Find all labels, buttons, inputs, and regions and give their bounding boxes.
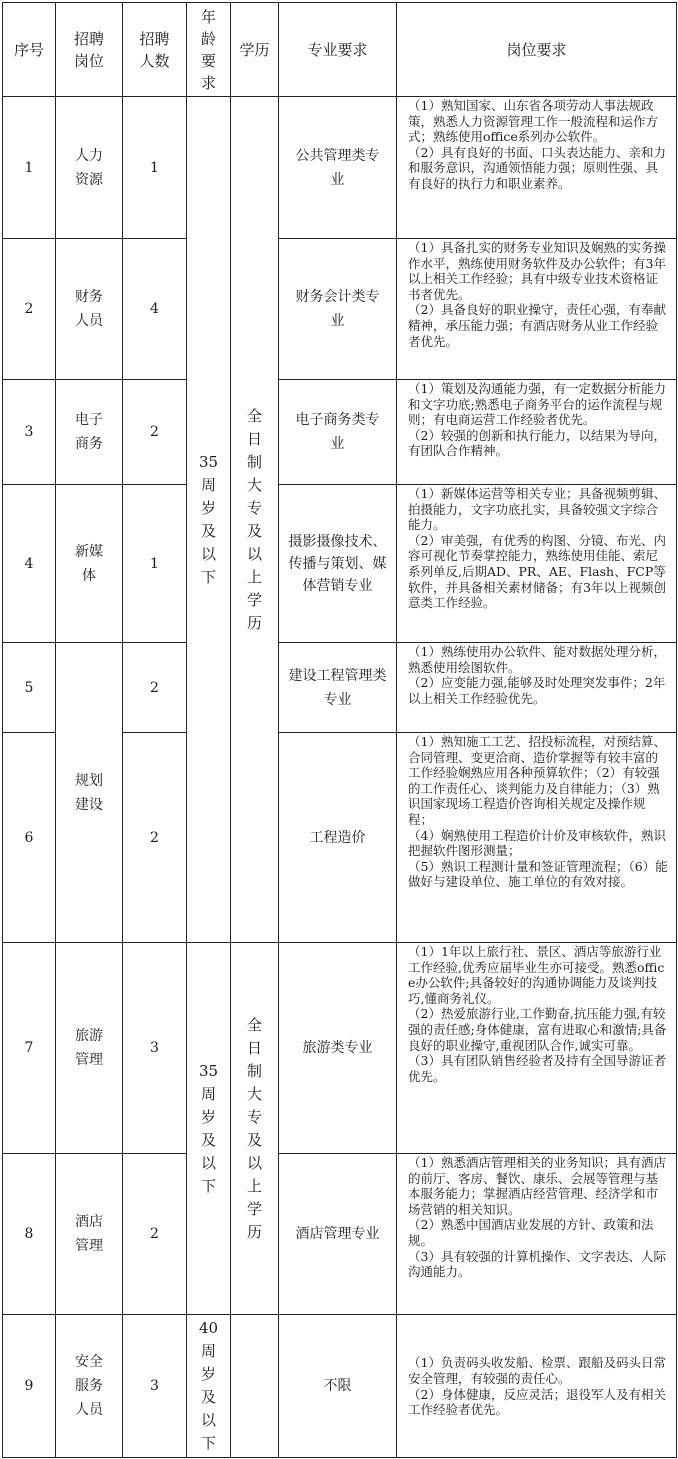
requirement-item: （2）审美强，有优秀的构图、分镜、布光、内容可视化节奏掌控能力，熟练使用佳能、索尼系列单反,后期AD、PR、AE、Flash、FCP等软件，并具备相关素材储备；有3年以上视频创意类工作经验。	[408, 532, 666, 611]
cell-no: 5	[3, 643, 56, 733]
cell-position: 电子商务	[56, 380, 123, 485]
requirement-item: （2）熟悉中国酒店业发展的方针、政策和法规。	[408, 1217, 654, 1248]
cell-count: 2	[123, 1154, 187, 1315]
cell-major: 旅游类专业	[279, 943, 397, 1154]
cell-count: 1	[123, 485, 187, 643]
table-row	[3, 485, 677, 643]
cell-position-merged: 规划建设	[56, 643, 123, 943]
requirement-item: （3）具有较强的计算机操作、文字表达、人际沟通能力。	[408, 1248, 666, 1280]
cell-count: 2	[123, 643, 187, 733]
cell-major: 财务会计类专业	[279, 239, 397, 380]
cell-position: 旅游管理	[56, 943, 123, 1154]
table-row	[3, 1315, 677, 1458]
requirement-item: （2）热爱旅游行业,工作勤奋,抗压能力强,有较强的责任感;身体健康，富有进取心和激情;具备良好的职业操守,重视团队合作,诚实可靠。	[408, 1006, 667, 1053]
requirement-item: （1）负责码头收发船、检票、跟船及码头日常安全管理，有较强的责任心。	[408, 1355, 666, 1386]
cell-education-group: 全日制大专及以上学历	[231, 97, 279, 943]
header-position: 招聘岗位	[56, 3, 123, 97]
cell-age-group: 40周岁及以下	[187, 1315, 231, 1458]
cell-major: 建设工程管理类专业	[279, 643, 397, 733]
cell-position: 酒店管理	[56, 1154, 123, 1315]
cell-no: 4	[3, 485, 56, 643]
cell-major: 公共管理类专业	[279, 97, 397, 239]
cell-no: 6	[3, 733, 56, 943]
cell-count: 2	[123, 380, 187, 485]
table-row	[3, 97, 677, 239]
header-major: 专业要求	[279, 3, 397, 97]
requirement-item: （4）娴熟使用工程造价计价及审核软件，熟识把握软件图形测量；	[408, 827, 666, 859]
requirement-item: （1）熟悉酒店管理相关的业务知识；具有酒店的前厅、客房、餐饮、康乐、会展等管理与基本服务能力；掌握酒店经营管理、经济学和市场营销的相关知识。	[408, 1155, 666, 1217]
header-no: 序号	[3, 3, 56, 97]
cell-count: 1	[123, 97, 187, 239]
cell-position: 人力资源	[56, 97, 123, 239]
requirement-item: （1）策划及沟通能力强，有一定数据分析能力和文字功底;熟悉电子商务平台的运作流程与规则；有电商运营工作经验者优先。	[408, 381, 666, 428]
cell-requirements	[397, 643, 677, 733]
requirement-item: （2）具有良好的书面、口头表达能力、亲和力和服务意识，沟通领悟能力强；原则性强、具有良好的执行力和职业素养。	[408, 144, 666, 191]
table-row	[3, 643, 677, 733]
table-row	[3, 943, 677, 1154]
cell-count: 3	[123, 1315, 187, 1458]
requirement-item: （3）具有团队销售经验者及持有全国导游证者优先。	[408, 1053, 666, 1084]
cell-requirements	[397, 97, 677, 239]
requirement-item: （2）身体健康，反应灵活；退役军人及有相关工作经验者优先。	[408, 1386, 666, 1418]
cell-requirements	[397, 1315, 677, 1458]
recruitment-table	[2, 2, 677, 1458]
cell-count: 3	[123, 943, 187, 1154]
cell-count: 4	[123, 239, 187, 380]
cell-no: 1	[3, 97, 56, 239]
cell-position: 新媒体	[56, 485, 123, 643]
header-education: 学历	[231, 3, 279, 97]
table-row	[3, 380, 677, 485]
cell-requirements	[397, 380, 677, 485]
cell-requirements	[397, 239, 677, 380]
cell-major: 摄影摄像技术、传播与策划、媒体营销专业	[279, 485, 397, 643]
requirement-item: （1）1年以上旅行社、景区、酒店等旅游行业工作经验,优秀应届毕业生亦可接受。熟悉office办公软件;具备较好的沟通协调能力及谈判技巧,懂商务礼仪。	[408, 944, 665, 1006]
cell-major: 酒店管理专业	[279, 1154, 397, 1315]
cell-requirements	[397, 733, 677, 943]
cell-no: 3	[3, 380, 56, 485]
requirement-item: （1）熟知国家、山东省各项劳动人事法规政策，熟悉人力资源管理工作一般流程和运作方式；熟练使用office系列办公软件。	[408, 98, 659, 145]
requirement-item: （5）熟识工程测计量和签证管理流程；（6）能做好与建设单位、施工单位的有效对接。	[408, 858, 668, 890]
cell-count: 2	[123, 733, 187, 943]
cell-requirements	[397, 943, 677, 1154]
header-age: 年龄要求	[187, 3, 231, 97]
requirement-item: （1）具备扎实的财务专业知识及娴熟的实务操作水平，熟练使用财务软件及办公软件；有3年以上相关工作经验；具有中级专业技术资格证书者优先。	[408, 240, 666, 302]
cell-no: 9	[3, 1315, 56, 1458]
cell-major: 不限	[279, 1315, 397, 1458]
header-requirements: 岗位要求	[397, 3, 677, 97]
cell-position: 财务人员	[56, 239, 123, 380]
cell-position: 安全服务人员	[56, 1315, 123, 1458]
cell-major: 工程造价	[279, 733, 397, 943]
cell-no: 8	[3, 1154, 56, 1315]
cell-requirements	[397, 1154, 677, 1315]
cell-education-empty	[231, 1315, 279, 1458]
requirement-item: （1）熟练使用办公软件、能对数据处理分析，熟悉使用绘图软件。	[408, 644, 666, 675]
cell-no: 7	[3, 943, 56, 1154]
requirement-item: （1）熟知施工工艺、招投标流程，对预结算、合同管理、变更洽商、造价掌握等有较丰富的工作经验娴熟应用各种预算软件；（2）有较强的工作责任心、谈判能力及自律能力；（3）熟识国家现场工程造价咨询相关规定及操作规程；	[408, 734, 666, 827]
cell-requirements	[397, 485, 677, 643]
requirement-item: （1）新媒体运营等相关专业；具备视频剪辑、拍摄能力，文字功底扎实，具备较强文字综合能力。	[408, 486, 666, 533]
cell-age-group: 35周岁及以下	[187, 943, 231, 1315]
requirement-item: （2）较强的创新和执行能力，以结果为导向，有团队合作精神。	[408, 427, 666, 459]
table-row	[3, 239, 677, 380]
requirement-item: （2）具备良好的职业操守，责任心强，有奉献精神，承压能力强；有酒店财务从业工作经验者优先。	[408, 302, 666, 349]
cell-education-group: 全日制大专及以上学历	[231, 943, 279, 1315]
requirement-item: （2）应变能力强,能够及时处理突发事件；2年以上相关工作经验优先。	[408, 675, 666, 706]
cell-major: 电子商务类专业	[279, 380, 397, 485]
table-row	[3, 1154, 677, 1315]
header-row	[3, 3, 677, 97]
cell-no: 2	[3, 239, 56, 380]
cell-age-group: 35周岁及以下	[187, 97, 231, 943]
header-count: 招聘人数	[123, 3, 187, 97]
